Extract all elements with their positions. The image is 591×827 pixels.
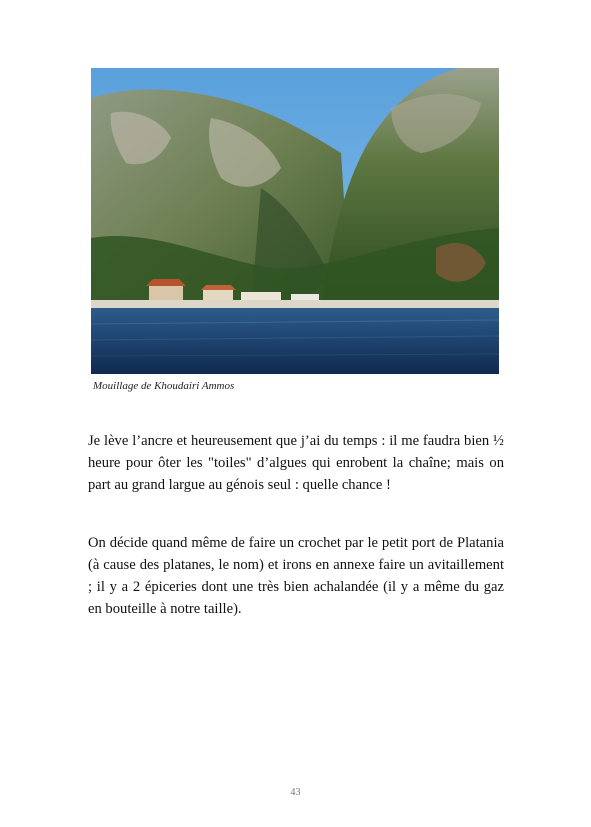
page-number: 43: [290, 787, 301, 798]
body-paragraph-2: On décide quand même de faire un crochet par le petit port de Platania (à cause des platanes, le nom) et irons en annexe faire un avitaillement ; il y a 2 épiceries dont une très bien achalandée (il y a même du gaz en bouteille à notre taille).: [88, 535, 504, 617]
photo-cove-mountains: [91, 68, 499, 374]
photo-caption: Mouillage de Khoudairi Ammos: [93, 380, 235, 392]
body-paragraph-1: Je lève l’ancre et heureusement que j’ai du temps : il me faudra bien ½ heure pour ôter les "toiles" d’algues qui enrobent la chaîne; mais on part au grand largue au génois seul : quelle chance !: [88, 433, 504, 493]
